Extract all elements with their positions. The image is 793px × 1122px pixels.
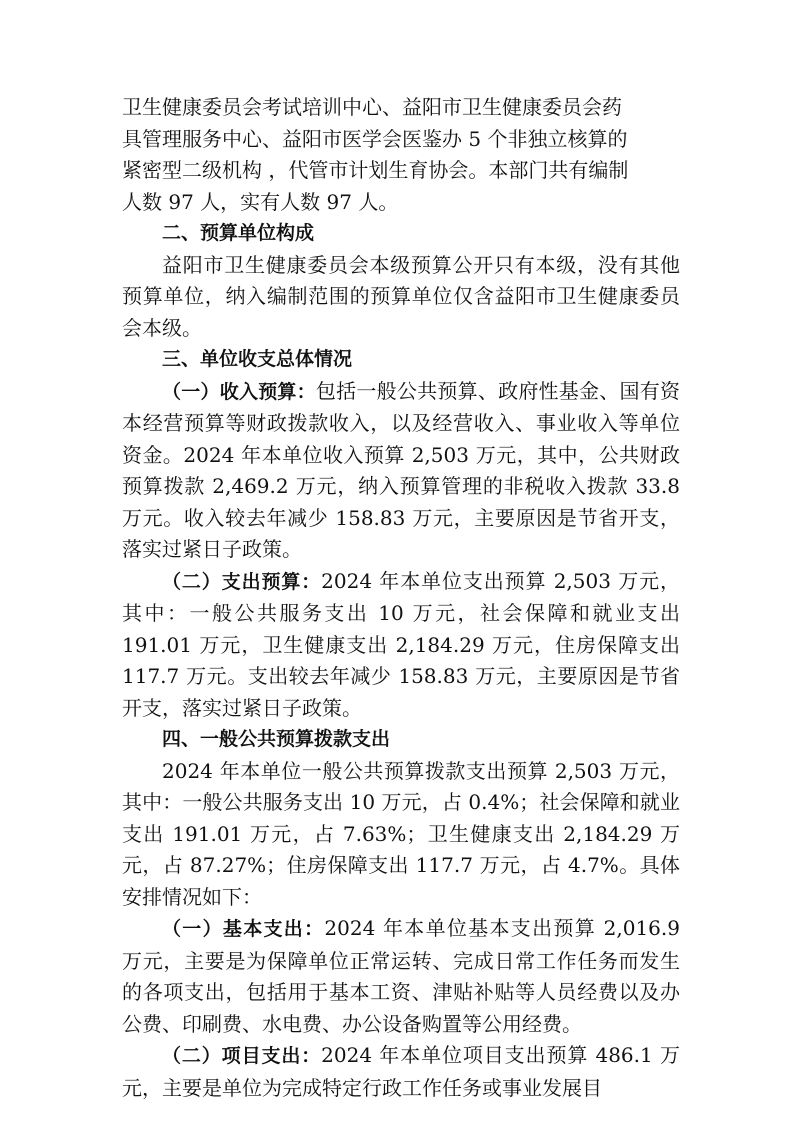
section-heading-general-public-budget: 四、一般公共预算拨款支出 xyxy=(162,728,391,750)
subheading-expenditure-budget: （二）支出预算： xyxy=(162,570,322,593)
text-line: 紧密型二级机构 ，代管市计划生育协会。本部门共有编制 xyxy=(122,158,629,182)
text-line: 卫生健康委员会考试培训中心、益阳市卫生健康委员会药 xyxy=(122,95,622,119)
paragraph-expenditure-budget xyxy=(122,566,680,725)
paragraph-text: 2024 年本单位项目支出预算 486.1 万元，主要是单位为完成特定行政工作任务或事业发展目 xyxy=(122,1043,680,1100)
text-line: 人数 97 人，实有人数 97 人。 xyxy=(122,189,399,214)
paragraph-budget-units: 益阳市卫生健康委员会本级预算公开只有本级，没有其他预算单位，纳入编制范围的预算单位仅含益阳市卫生健康委员会本级。 xyxy=(122,252,680,340)
paragraph-text: 2024 年本单位支出预算 2,503 万元，其中：一般公共服务支出 10 万元，社会保障和就业支出 191.01 万元，卫生健康支出 2,184.29 万元，住房保障支出 117.7 万元。支出较去年减少 158.83 万元，主要原因是节省开支，落实过紧日子政策。 xyxy=(122,568,680,720)
paragraph-project-expenditure xyxy=(122,1040,680,1104)
text-line: 具管理服务中心、益阳市医学会医鉴办 5 个非独立核算的 xyxy=(122,126,628,151)
paragraph-text: 包括一般公共预算、政府性基金、国有资本经营预算等财政拨款收入，以及经营收入、事业收入等单位资金。2024 年本单位收入预算 2,503 万元，其中，公共财政预算拨款 2,469.2 万元，纳入预算管理的非税收入拨款 33.8 万元。收入较去年减少 158.83 万元，主要原因是节省开支，落实过紧日子政策。 xyxy=(122,378,680,561)
document-page xyxy=(122,92,680,1104)
subheading-basic-expenditure: （一）基本支出： xyxy=(162,918,325,940)
section-heading-budget-units: 二、预算单位构成 xyxy=(162,222,315,244)
paragraph-general-public-budget: 2024 年本单位一般公共预算拨款支出预算 2,503 万元，其中：一般公共服务支出 10 万元，占 0.4%；社会保障和就业支出 191.01 万元，占 7.63%；卫生健康支出 2,184.29 万元，占 87.27%；住房保障支出 117.7 万元，占 4.7%。具体安排情况如下： xyxy=(122,758,680,909)
paragraph-income-budget xyxy=(122,376,680,566)
subheading-income-budget: （一）收入预算： xyxy=(162,380,316,403)
paragraph-institutions xyxy=(122,92,680,218)
subheading-project-expenditure: （二）项目支出： xyxy=(162,1045,322,1067)
paragraph-basic-expenditure xyxy=(122,913,680,1040)
section-heading-income-expenditure: 三、单位收支总体情况 xyxy=(162,348,353,370)
paragraph-text: 2024 年本单位基本支出预算 2,016.9 万元，主要是为保障单位正常运转、完成日常工作任务而发生的各项支出，包括用于基本工资、津贴补贴等人员经费以及办公费、印刷费、水电费、办公设备购置等公用经费。 xyxy=(122,916,680,1036)
